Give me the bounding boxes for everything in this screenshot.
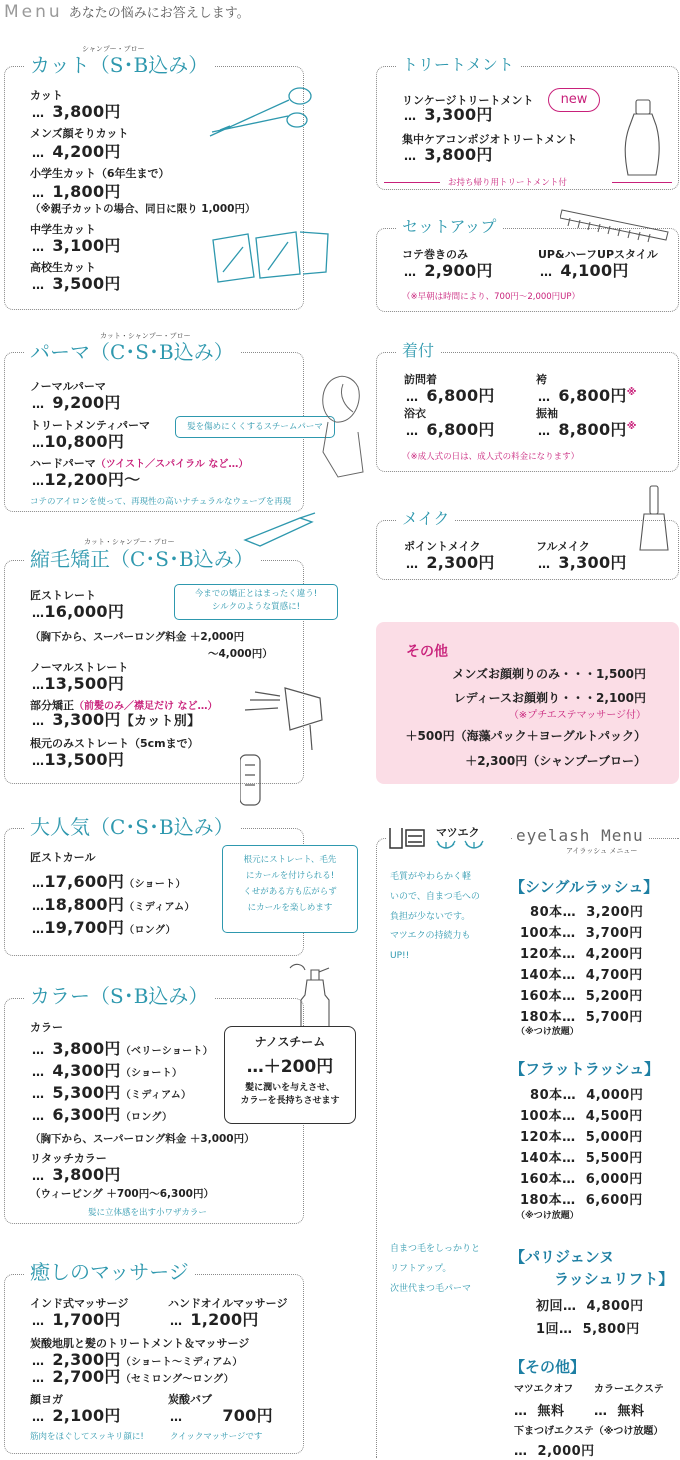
- color-retouch-price: 3,800円: [52, 1165, 121, 1184]
- cut-name: カット: [30, 89, 63, 102]
- massage-note: 筋肉をほぐしてスッキリ顔に!: [30, 1432, 144, 1442]
- kitsuke-name: 振袖: [536, 407, 558, 420]
- straight-name: 匠ストレート: [30, 589, 96, 602]
- nano-desc: カラーを長持ちさせます: [240, 1096, 340, 1106]
- color-len: （ショート）: [120, 1068, 183, 1079]
- cut-price: 3,500円: [52, 274, 121, 293]
- straight-name: 根元のみストレート（5cmまで）: [30, 737, 199, 750]
- perm-bubble: 髪を傷めにくくするスチームパーマ: [175, 416, 335, 438]
- color-retouch: リタッチカラー: [30, 1152, 107, 1165]
- kitsuke-price: 8,800円: [558, 420, 627, 439]
- color-long: （胸下から、スーパーロング料金 ＋3,000円）: [30, 1133, 255, 1145]
- flat-lash-row: 100本… 4,500円: [520, 1109, 643, 1124]
- cut-price: 3,800円: [52, 102, 121, 121]
- comb-icon: [560, 206, 675, 248]
- popular-bubble-line: 根元にストレート、毛先: [243, 855, 337, 865]
- popular-price: 18,800円: [44, 895, 125, 914]
- straight-bubble-line: シルクのような質感に!: [211, 601, 301, 612]
- other-line: （※プチエステマッサージ付）: [508, 710, 646, 721]
- side-line: 負担が少ないです。: [390, 911, 471, 922]
- straight-price: 16,000円: [44, 602, 125, 621]
- woman-illustration-icon: [308, 372, 378, 482]
- perm-note: コテのアイロンを使って、再現性の高いナチュラルなウェーブを再現: [30, 497, 292, 507]
- massage-name: 炭酸バブ: [168, 1393, 212, 1406]
- lash-other-price: … 2,000円: [514, 1444, 595, 1459]
- nano-price: …＋200円: [246, 1057, 334, 1077]
- make-name: ポイントメイク: [404, 540, 481, 553]
- massage-price: 2,700円: [52, 1367, 121, 1386]
- straight-part-sub: （前髪のみ／襟足だけ など…）: [74, 701, 218, 712]
- kitsuke-name: 浴衣: [404, 407, 426, 420]
- nano-title: ナノスチーム: [254, 1035, 326, 1049]
- popular-price: 17,600円: [44, 872, 125, 891]
- popular-len: （ミディアム）: [124, 902, 195, 913]
- lash-other-name: マツエクオフ: [514, 1384, 574, 1395]
- color-note: 髪に立体感を出す小ワザカラー: [88, 1208, 207, 1218]
- divider: [612, 182, 672, 183]
- kitsuke-note: （※成人式の日は、成人式の料金になります）: [402, 452, 580, 462]
- paris-title: 【パリジェンヌ: [510, 1248, 615, 1266]
- perm-name: ハードパーマ: [30, 457, 96, 470]
- perm-hard-sub: （ツイスト／スパイラル など…）: [95, 459, 249, 470]
- single-lash-row: 80本… 3,200円: [520, 905, 644, 920]
- massage-len: （ショート～ミディアム）: [120, 1357, 243, 1368]
- color-price: 5,300円: [52, 1083, 121, 1102]
- side-line: マツエクの持続力も: [390, 931, 471, 942]
- setup-note: （※早朝は時間により、700円～2,000円UP）: [402, 292, 581, 302]
- kitsuke-price: 6,800円: [426, 420, 495, 439]
- straight-tag: 【カット別】: [120, 714, 201, 729]
- eyelash-title: eyelash Menu: [512, 826, 648, 845]
- single-lash-row: 120本… 4,200円: [520, 947, 643, 962]
- straight-price: 3,300円: [52, 710, 121, 729]
- single-lash-row: 140本… 4,700円: [520, 968, 643, 983]
- perm-ruby: カット・シャンプー・ブロー: [100, 332, 191, 340]
- nano-desc: 髪に潤いを与えさせ、: [245, 1083, 335, 1093]
- lash-side-note: [390, 1240, 480, 1299]
- perm-price: 12,200円～: [44, 470, 141, 489]
- color-len: （ミディアム）: [120, 1090, 192, 1101]
- treatment-price: 3,300円: [424, 105, 493, 124]
- cut-name: 中学生カット: [30, 223, 96, 236]
- massage-name: ハンドオイルマッサージ: [168, 1297, 288, 1310]
- paris-title: ラッシュリフト】: [554, 1270, 674, 1288]
- straight-name: ノーマルストレート: [30, 661, 129, 674]
- cut-ruby: シャンプー・ブロー: [82, 45, 145, 53]
- straight-price: 13,500円: [44, 750, 125, 769]
- straight-long: ～4,000円）: [208, 648, 273, 660]
- popular-bubble-line: にカールを楽しめます: [247, 903, 333, 914]
- setup-name: コテ巻きのみ: [402, 248, 468, 261]
- other-line: ＋500円（海藻パック＋ヨーグルトパック）: [405, 729, 646, 743]
- treatment-note: お持ち帰り用トリートメント付: [448, 178, 567, 188]
- perm-price: 9,200円: [52, 393, 121, 412]
- paris-row: 1回… 5,800円: [536, 1322, 640, 1337]
- make-title: メイク: [396, 510, 455, 528]
- scissors-icon: [200, 80, 330, 150]
- straight-title: 縮毛矯正（C･S･B込み）: [24, 548, 260, 570]
- popular-bubble-line: くせがある方も広がらず: [243, 887, 337, 898]
- kitsuke-title: 着付: [396, 342, 440, 360]
- popular-price: 19,700円: [44, 918, 125, 937]
- single-lash-row: 160本… 5,200円: [520, 989, 643, 1004]
- cut-name: 小学生カット（6年生まで）: [30, 167, 170, 180]
- cut-name: 高校生カット: [30, 261, 96, 274]
- lash-other-title: 【その他】: [510, 1358, 586, 1376]
- massage-len: （セミロング～ロング）: [120, 1374, 234, 1385]
- color-len: （ベリーショート）: [120, 1046, 214, 1057]
- side-line: UP!!: [390, 951, 410, 962]
- cut-note: （※親子カットの場合、同日に限り 1,000円）: [30, 203, 256, 215]
- flat-lash-row: 160本… 6,000円: [520, 1172, 643, 1187]
- comb-icon: [208, 222, 338, 292]
- flat-lash-note: （※つけ放題）: [516, 1211, 579, 1221]
- straight-ruby: カット・シャンプー・ブロー: [84, 538, 175, 546]
- other-line: ＋2,300円（シャンプーブロー）: [465, 754, 646, 768]
- flat-lash-title: 【フラットラッシュ】: [510, 1060, 660, 1078]
- setup-price: 4,100円: [560, 261, 629, 280]
- logo-mark-icon: [386, 824, 430, 854]
- straight-long: （胸下から、スーパーロング料金 ＋2,000円: [30, 631, 245, 643]
- massage-price: 2,100円: [52, 1406, 121, 1425]
- single-lash-row: 180本… 5,700円: [520, 1010, 643, 1025]
- massage-price: 1,700円: [52, 1310, 121, 1329]
- cut-price: 1,800円: [52, 182, 121, 201]
- lash-side-note: [390, 868, 480, 967]
- divider: [384, 182, 440, 183]
- cut-price: 3,100円: [52, 236, 121, 255]
- single-lash-title: 【シングルラッシュ】: [510, 878, 659, 896]
- massage-price: 700円: [222, 1406, 273, 1425]
- popular-len: （ロング）: [124, 925, 176, 936]
- eyelash-logo: [386, 822, 510, 858]
- dryer-icon: [240, 670, 340, 820]
- treatment-title: トリートメント: [396, 56, 520, 74]
- side-line: 自まつ毛をしっかりと: [390, 1244, 481, 1254]
- flat-lash-row: 120本… 5,000円: [520, 1130, 643, 1145]
- eyelash-icon: [434, 840, 494, 854]
- page-header: [4, 2, 250, 22]
- eyelash-ruby: アイラッシュ メニュー: [566, 847, 638, 855]
- side-line: いので、自まつ毛への: [390, 891, 480, 902]
- perm-name: トリートメンティパーマ: [30, 419, 151, 432]
- flat-lash-row: 80本… 4,000円: [520, 1088, 644, 1103]
- single-lash-row: 100本… 3,700円: [520, 926, 643, 941]
- lash-other-price: … 無料: [514, 1404, 565, 1419]
- setup-name: UP&ハーフUPスタイル: [538, 248, 658, 261]
- massage-price: 1,200円: [190, 1310, 259, 1329]
- setup-title: セットアップ: [396, 218, 502, 236]
- popular-len: （ショート）: [124, 879, 186, 890]
- logo-text: マツエク: [436, 826, 480, 839]
- nano-steam-box: [224, 1026, 356, 1124]
- straight-price: 13,500円: [44, 674, 125, 693]
- hair-iron-icon: [240, 510, 320, 550]
- massage-name: インド式マッサージ: [30, 1297, 129, 1310]
- massage-name: 炭酸地肌と髪のトリートメント＆マッサージ: [30, 1337, 250, 1350]
- cut-name: メンズ顔そりカット: [30, 127, 129, 140]
- kitsuke-price: 6,800円: [426, 386, 495, 405]
- treatment-name: 集中ケアコンポジオトリートメント: [402, 133, 578, 146]
- massage-price: 2,300円: [52, 1350, 121, 1369]
- color-price: 4,300円: [52, 1061, 121, 1080]
- straight-name: 部分矯正: [30, 699, 74, 712]
- other-title: その他: [406, 644, 448, 660]
- header-jp: あなたの悩みにお答えします。: [68, 6, 250, 21]
- straight-bubble-line: 今までの矯正とはまったく違う!: [194, 589, 318, 599]
- other-line: メンズお顔剃りのみ・・・1,500円: [452, 667, 646, 681]
- side-line: リフトアップ。: [390, 1263, 452, 1274]
- nail-polish-icon: [636, 484, 672, 556]
- massage-title: 癒しのマッサージ: [24, 1261, 195, 1283]
- popular-name: 匠ストカール: [30, 851, 96, 864]
- color-name: カラー: [30, 1021, 63, 1034]
- lash-other-price: … 無料: [594, 1404, 645, 1419]
- cut-price: 4,200円: [52, 142, 121, 161]
- perm-name: ノーマルパーマ: [30, 380, 106, 393]
- perm-price: 10,800円: [44, 432, 125, 451]
- paris-row: 初回… 4,800円: [536, 1299, 644, 1314]
- kitsuke-price: 6,800円: [558, 386, 627, 405]
- color-price: 3,800円: [52, 1039, 121, 1058]
- side-line: 次世代まつ毛パーマ: [390, 1283, 472, 1294]
- cut-title: カット（S･B込み）: [24, 54, 214, 76]
- side-line: 毛質がやわらかく軽: [390, 872, 472, 882]
- treatment-bottle-icon: [616, 95, 666, 180]
- kitsuke-name: 訪問着: [404, 373, 437, 386]
- flat-lash-row: 180本… 6,600円: [520, 1193, 643, 1208]
- setup-price: 2,900円: [424, 261, 493, 280]
- popular-bubble-line: にカールを付けられる!: [245, 871, 335, 882]
- make-price: 3,300円: [558, 553, 627, 572]
- color-len: （ロング）: [120, 1112, 173, 1123]
- lash-other-name: カラーエクステ: [594, 1384, 664, 1395]
- header-en: Menu: [4, 2, 63, 22]
- make-price: 2,300円: [426, 553, 495, 572]
- flat-lash-row: 140本… 5,500円: [520, 1151, 643, 1166]
- lash-other-name: 下まつげエクステ（※つけ放題）: [514, 1426, 664, 1437]
- treatment-name: リンケージトリートメント: [402, 94, 534, 107]
- other-line: レディースお顔剃り・・・2,100円: [453, 691, 646, 705]
- perm-title: パーマ（C･S･B込み）: [24, 341, 240, 363]
- color-price: 6,300円: [52, 1105, 121, 1124]
- popular-title: 大人気（C･S･B込み）: [24, 816, 240, 838]
- color-weaving: （ウィービング ＋700円～6,300円）: [30, 1188, 214, 1200]
- color-title: カラー（S･B込み）: [24, 985, 214, 1007]
- popular-bubble: [222, 845, 358, 933]
- massage-name: 顔ヨガ: [30, 1393, 63, 1406]
- kitsuke-name: 袴: [536, 373, 547, 386]
- new-badge: new: [548, 88, 600, 112]
- treatment-price: 3,800円: [424, 145, 493, 164]
- make-name: フルメイク: [536, 540, 590, 553]
- massage-note: クイックマッサージです: [170, 1432, 263, 1442]
- single-lash-note: （※つけ放題）: [516, 1027, 579, 1037]
